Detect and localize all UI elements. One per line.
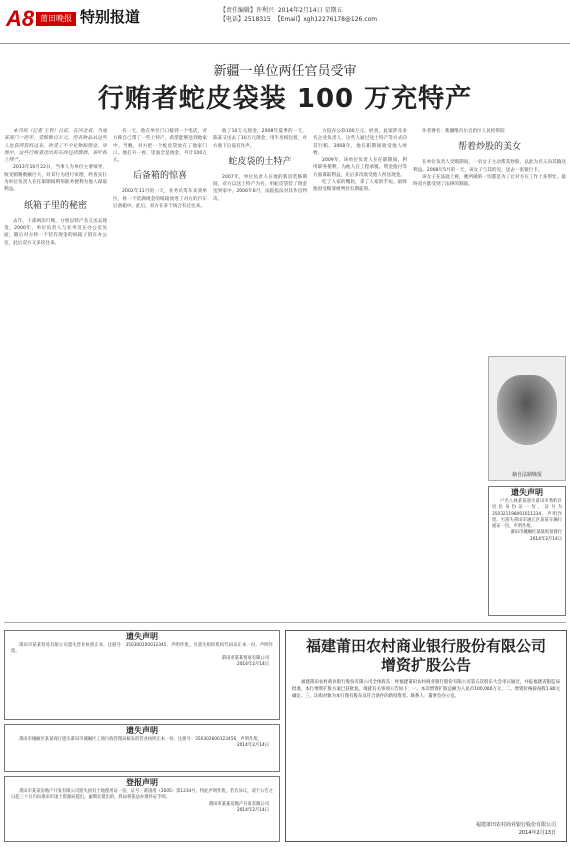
subheading: 帮着炒股的美女	[457, 142, 521, 153]
notice-text: 莆田市某某房地产开发有限公司遗失国有土地使用证一份，证号：莆国用（2005）第1234号，特此声明作废。若有异议，请于公告之日起三十日内向莆田市国土资源局提出。逾期未提出的，我局将依法办理补证手续。	[11, 789, 273, 801]
article-column-4	[313, 128, 407, 612]
page-header	[0, 0, 570, 44]
notice-signature: 莆田市某某房地产开发有限公司	[208, 801, 269, 807]
bank-announcement	[285, 630, 567, 842]
notice-date: 2014年2月14日	[236, 661, 269, 667]
notice-signature: 莆田市城厢区某某贸易商行	[510, 530, 562, 536]
divider	[4, 622, 566, 623]
article-column-2	[113, 128, 207, 612]
notice-date: 2014年2月14日	[529, 536, 562, 542]
notice-title: 遗失声明	[511, 488, 543, 497]
email: 【Email】xgh12276178@126.com	[274, 16, 378, 23]
article-kicker: 新疆一单位两任官员受审	[213, 64, 357, 79]
notice-body	[5, 789, 279, 802]
notice-title: 遗失声明	[126, 726, 158, 735]
editor-label: 【责任编辑】许利兴	[220, 7, 275, 14]
article-photo	[488, 356, 566, 481]
article-paragraph: 作者署名：新疆维吾尔自治区人民检察院	[422, 129, 505, 134]
notice-signature: 莆田市某某贸易有限公司	[221, 655, 269, 661]
notice-statement	[4, 776, 280, 842]
eagle-image	[497, 375, 557, 445]
notice-text: 莆田市城厢区某某商行遗失莆田市城厢区工商行政管理局核发的营业执照正本一份，注册号：350302600123456，声明作废。	[19, 737, 262, 742]
section-title: 特别报道	[80, 8, 141, 26]
article-lead: 本刊讯（记者 王利）日前，在河北省，当地某部门一把手，受贿数百万元，但各物品从这些人处获得资料过来，收受了不少礼物和现金。审理中，这些行贿者送出的东西包括烟酒、茶叶和土特产。	[4, 129, 107, 164]
article-paragraph: 2007年，单位负责人在他的新房装修期间，对方以送土特产为名，用蛇皮袋装了现金送到家中。2006年8月，法院依法对其作出判决。	[213, 174, 307, 202]
subheading: 蛇皮袋的土特产	[228, 156, 292, 167]
phone: 【电话】2518315	[220, 16, 271, 23]
notice-body	[5, 643, 279, 656]
notice-date: 2014年2月14日	[236, 807, 269, 813]
article-paragraph: 收了10万元现金。2008年夏季的一天，陈某又送去了10万元现金，用牛皮纸包着，对方收下后没有作声。	[213, 129, 307, 149]
notice-text: 莆田市某某贸易有限公司遗失营业执照正本，注册号：350300100012345，声明作废。另遗失组织机构代码证正本一份，声明作废。	[11, 643, 273, 655]
article-paragraph: 2002年11月的一天，业务员驾车来到单位，将一个装满现金的纸箱放进了对方的汽车后备箱中。此后，双方在多个场合有过往来。	[113, 189, 207, 210]
article-paragraph: 该女子在法庭上称，她所做的一切都是为了让对方在工作上多帮忙。最终双方都受到了法律的制裁。	[413, 174, 566, 188]
notice-title: 登报声明	[126, 778, 158, 787]
bank-signature-name: 福建莆田农村商业银行股份有限公司	[475, 822, 556, 828]
bank-announcement-title: 福建莆田农村商业银行股份有限公司 增资扩股公告	[305, 637, 546, 674]
notice-title: 遗失声明	[126, 632, 158, 641]
article-column-1	[4, 128, 107, 612]
article-paragraph: 2009年，该单位负责人在任职期间，利用职务便利，为他人在工程承揽、资金拨付等方面谋取利益，先后多次收受他人所送现金。	[313, 158, 407, 178]
subheading: 后备箱的惊喜	[132, 171, 187, 182]
notice-lost-id	[488, 486, 566, 616]
bank-signature-date: 2014年2月13日	[518, 830, 556, 836]
article-paragraph: 力侵吞公款100万元，经查，此案涉及多名企业负责人，这些人通过送土特产等方式向其行贿。2008年，他在职期间收受他人财物。	[313, 129, 407, 156]
notice-date: 2014年2月14日	[236, 743, 269, 749]
subheading: 纸箱子里的秘密	[23, 200, 87, 211]
article-paragraph: 2013年10月22日，当事人为单位主要领导，收受贿赂数额巨大，对其行为进行审理，经查实行为单位负责人在任职期间利用职务便利为他人谋取利益。	[4, 165, 107, 193]
page-number: A8	[6, 6, 35, 31]
newspaper-logo: 莆田晚报	[36, 12, 76, 26]
article-paragraph: 在单位负责人受贿期间，一名女子主动帮其炒股，以此为名义向其输送利益。2008年5月的一天，该女子与其约见，送去一张银行卡。	[413, 160, 566, 173]
photo-caption: 摘自法制晚报	[511, 472, 542, 478]
article-paragraph: 去年，干部两次行贿，分别以特产名义送去现金。2000年，单位负责人与业务员在办公室见面，随后对方将一个装有现金的纸箱子留在办公室，此后双方又多次往来。	[4, 218, 107, 246]
notice-lost-permit	[4, 724, 280, 772]
notice-body	[489, 499, 565, 530]
article-headline: 行贿者蛇皮袋装 100 万充特产	[97, 84, 473, 114]
notice-lost-license	[4, 630, 280, 720]
issue-date: 2014年2月14日 星期五	[277, 7, 343, 14]
notice-text: 户名人林某某遗失莆田市秀屿区居民身份证一份，证号为350321198001011234，声明作废。另遗失莆田市涵江区某某车辆行驶证一份，声明作废。	[492, 499, 562, 530]
bank-announcement-text: 福建莆田农村商业银行股份有限公司全体股东：经福建莆田农村商业银行股份有限公司第五次股东大会审议通过，并报福建省银监局批准，本行增资扩股方案已获批复。现就有关事项公告如下：一、本次增资扩股总额为人民币100,000万元；二、增资价格按每股1.80元确定；三、认购对象为本行现有股东及符合条件的新投资者。联系人：董事会办公室。	[292, 680, 560, 699]
article-paragraph: 有一天，他在单位门口接到一个电话，对方称自己带了一些土特产，希望能够送到他家中。当晚，对方把一个蛇皮袋放在了他家门口。他打开一看，里面全是现金，共计100万元。	[113, 129, 207, 164]
article-paragraph: 吃了人家的嘴软，拿了人家的手短。最终他因受贿罪被判处有期徒刑。	[313, 180, 407, 193]
article-column-3	[213, 128, 307, 612]
header-info	[220, 6, 377, 24]
bank-announcement-signature	[476, 821, 556, 837]
bank-announcement-body	[286, 675, 566, 700]
article-column-5	[413, 128, 566, 353]
